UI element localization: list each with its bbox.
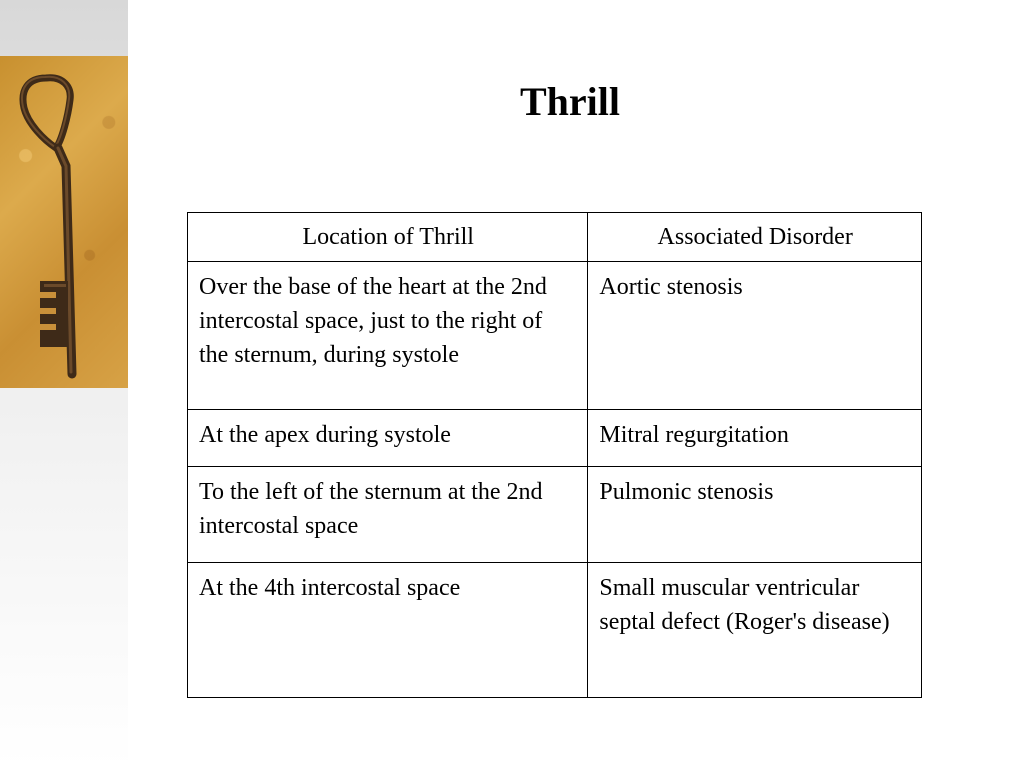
column-header-disorder: Associated Disorder: [588, 213, 922, 262]
disorder-cell: Mitral regurgitation: [588, 410, 922, 467]
table-row: [188, 563, 922, 698]
disorder-cell: Small muscular ventricular septal defect (Roger's disease): [588, 563, 922, 698]
location-cell: At the apex during systole: [188, 410, 588, 467]
table-row: [188, 262, 922, 410]
key-icon: [0, 56, 128, 388]
column-header-location: Location of Thrill: [188, 213, 588, 262]
table-row: [188, 410, 922, 467]
table-row: [188, 467, 922, 563]
key-photo: [0, 56, 128, 388]
slide-title: Thrill: [519, 79, 621, 124]
disorder-cell: Pulmonic stenosis: [588, 467, 922, 563]
location-cell: Over the base of the heart at the 2nd intercostal space, just to the right of the sternum, during systole: [188, 262, 588, 410]
location-cell: At the 4th intercostal space: [188, 563, 588, 698]
disorder-cell: Aortic stenosis: [588, 262, 922, 410]
thrill-table: [187, 212, 922, 698]
table-header-row: [188, 213, 922, 262]
location-cell: To the left of the sternum at the 2nd intercostal space: [188, 467, 588, 563]
